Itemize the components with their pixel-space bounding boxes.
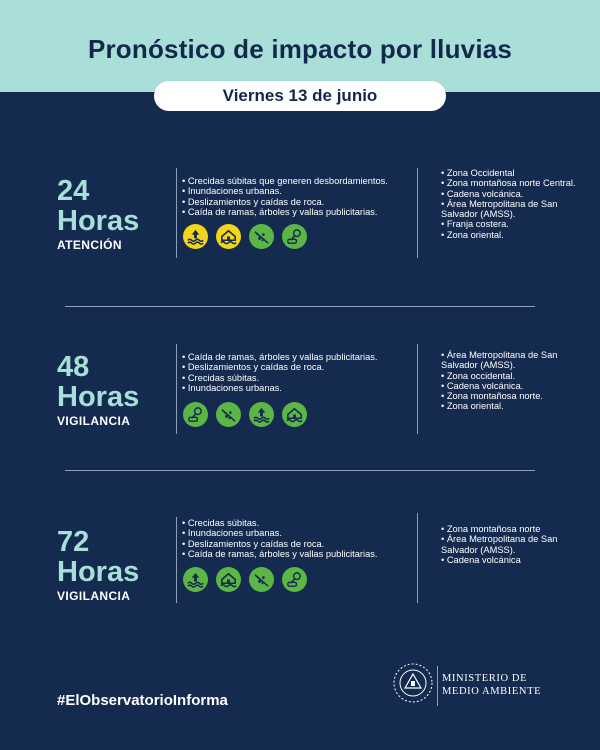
forecast-block-48h xyxy=(0,352,600,452)
hours-number: 48 xyxy=(57,351,90,383)
hours-title xyxy=(57,176,139,236)
hours-number: 72 xyxy=(57,526,90,558)
hours-label: Horas xyxy=(57,381,140,413)
zone-item: • Franja costera. xyxy=(441,219,581,229)
urban-flood-icon xyxy=(282,402,307,427)
urban-flood-icon xyxy=(216,224,241,249)
national-seal-icon xyxy=(392,662,434,704)
alert-level: VIGILANCIA xyxy=(57,414,131,428)
zone-item: • Zona montañosa norte xyxy=(441,524,581,534)
zone-list xyxy=(441,524,581,565)
zone-item: • Cadena volcánica. xyxy=(441,381,581,391)
divider xyxy=(176,344,177,434)
impact-item: • Deslizamientos y caídas de roca. xyxy=(182,362,378,372)
zone-list xyxy=(441,350,581,412)
divider xyxy=(176,517,177,603)
impact-item: • Caída de ramas, árboles y vallas publicitarias. xyxy=(182,549,378,559)
zone-item: • Zona oriental. xyxy=(441,401,581,411)
zone-item: • Zona Occidental xyxy=(441,168,581,178)
date-badge: Viernes 13 de junio xyxy=(154,81,446,111)
landslide-icon xyxy=(216,402,241,427)
impact-list xyxy=(182,518,378,559)
zone-item: • Zona montañosa norte. xyxy=(441,391,581,401)
divider xyxy=(176,168,177,258)
hours-title xyxy=(57,527,139,587)
divider xyxy=(417,344,418,434)
impact-icons xyxy=(183,402,307,427)
impact-item: • Caída de ramas, árboles y vallas publicitarias. xyxy=(182,352,378,362)
landslide-icon xyxy=(249,224,274,249)
hashtag: #ElObservatorioInforma xyxy=(57,692,228,709)
impact-item: • Inundaciones urbanas. xyxy=(182,528,378,538)
impact-item: • Caída de ramas, árboles y vallas publicitarias. xyxy=(182,207,388,217)
impact-item: • Crecidas súbitas que generen desbordamientos. xyxy=(182,176,388,186)
ministry-line: MINISTERIO DE xyxy=(442,673,528,684)
forecast-block-24h xyxy=(0,168,600,276)
flash-flood-icon xyxy=(183,567,208,592)
zone-item: • Zona oriental. xyxy=(441,230,581,240)
zone-item: • Área Metropolitana de San Salvador (AMSS). xyxy=(441,350,581,371)
zone-item: • Cadena volcánica xyxy=(441,555,581,565)
impact-list xyxy=(182,352,378,393)
page-title: Pronóstico de impacto por lluvias xyxy=(87,34,513,64)
zone-item: • Cadena volcánica. xyxy=(441,189,581,199)
ministry-line: MEDIO AMBIENTE xyxy=(442,686,542,697)
hours-label: Horas xyxy=(57,205,140,237)
urban-flood-icon xyxy=(216,567,241,592)
falling-tree-icon xyxy=(183,402,208,427)
flash-flood-icon xyxy=(183,224,208,249)
impact-icons xyxy=(183,224,307,249)
impact-item: • Crecidas súbitas. xyxy=(182,518,378,528)
impact-item: • Crecidas súbitas. xyxy=(182,373,378,383)
impact-icons xyxy=(183,567,307,592)
alert-level: VIGILANCIA xyxy=(57,589,131,603)
zone-item: • Área Metropolitana de San Salvador (AMSS). xyxy=(441,534,581,555)
impact-item: • Deslizamientos y caídas de roca. xyxy=(182,197,388,207)
zone-item: • Zona occidental. xyxy=(441,371,581,381)
impact-item: • Inundaciones urbanas. xyxy=(182,186,388,196)
hours-title xyxy=(57,352,139,412)
divider xyxy=(417,168,418,258)
forecast-block-72h xyxy=(0,518,600,627)
divider xyxy=(417,513,418,603)
impact-list xyxy=(182,176,388,217)
zone-list xyxy=(441,168,581,240)
impact-item: • Inundaciones urbanas. xyxy=(182,383,378,393)
flash-flood-icon xyxy=(249,402,274,427)
footer-divider xyxy=(437,666,438,706)
impact-item: • Deslizamientos y caídas de roca. xyxy=(182,539,378,549)
hours-label: Horas xyxy=(57,556,140,588)
falling-tree-icon xyxy=(282,224,307,249)
hours-number: 24 xyxy=(57,175,90,207)
ministry-name xyxy=(442,672,541,698)
landslide-icon xyxy=(249,567,274,592)
zone-item: • Zona montañosa norte Central. xyxy=(441,178,581,188)
section-separator xyxy=(65,470,535,471)
falling-tree-icon xyxy=(282,567,307,592)
section-separator xyxy=(65,306,535,307)
zone-item: • Área Metropolitana de San Salvador (AMSS). xyxy=(441,199,581,220)
alert-level: ATENCIÓN xyxy=(57,238,122,252)
